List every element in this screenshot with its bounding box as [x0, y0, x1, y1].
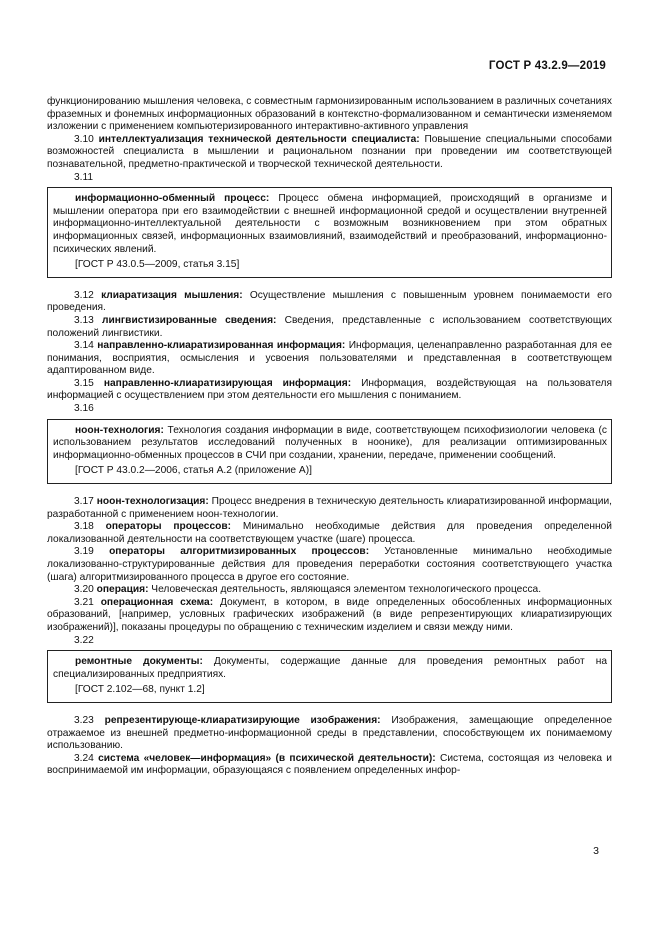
- entry-number: 3.19: [74, 546, 94, 558]
- entry-definition: Сведения, представленные с использованием соответствующих положений лингвистики.: [47, 314, 612, 339]
- entry-definition: Процесс обмена информацией, происходящий в организме и мышлении оператора при его взаимодействии с внешней информационной средой и осуществлении внутренней информационно-интеллектуальной деятельности с возможным возникновением при этом обратных информационных связей, информационных взаимовлияний, взаимодействий и преобразований, информационно-психических явлений.: [53, 193, 608, 255]
- boxed-definition: [53, 425, 607, 463]
- entry-term: операторы алгоритмизированных процессов:: [109, 546, 370, 558]
- entry-number: 3.17: [74, 496, 94, 508]
- entry-definition: Документы, содержащие данные для проведения ремонтных работ на специализированных предприятиях.: [53, 656, 607, 680]
- entry-3-15: [47, 378, 612, 403]
- entry-3-13: [47, 315, 612, 340]
- entry-term: операция:: [96, 584, 149, 596]
- entry-definition: Информация, целенаправленно разработанная для ее понимания, восприятия, осмысления и усвоения пользователями и представленная в соответствующем адаптированном виде.: [47, 340, 612, 377]
- entry-number: 3.11: [74, 171, 94, 183]
- entry-definition: Документ, в котором, в виде определенных обособленных информационных образований, [например, условных графических изображений (в виде репрезентирующих клиаратизирующих изображений)], показаны процедуры по обращению с техническим изделием и связи между ними.: [47, 596, 612, 633]
- entry-term: ноон-технология:: [75, 424, 164, 436]
- entry-term: интеллектуализация технической деятельности специалиста:: [98, 133, 420, 145]
- entry-number: 3.13: [74, 314, 94, 326]
- entry-number: 3.16: [74, 403, 94, 415]
- entry-term: система «человек—информация» (в психической деятельности):: [98, 752, 436, 764]
- entry-number: 3.22: [74, 634, 94, 646]
- intro-paragraph: функционированию мышления человека, с совместным гармонизированным использованием в различных сочетаниях фразeмных и фонемных информационных образований в контекстно-формализованном и семантически изменяемом изложении с применением компьютеризированного интерактивно-активного управления: [47, 96, 612, 133]
- entry-number: 3.18: [74, 521, 94, 533]
- entry-number: 3.21: [74, 596, 94, 608]
- entry-number: 3.24: [74, 752, 94, 764]
- entry-3-24: [47, 753, 612, 778]
- document-header: ГОСТ Р 43.2.9—2019: [488, 60, 606, 72]
- boxed-definition: [53, 193, 607, 256]
- entry-definition: Осуществление мышления с повышенным уровнем понимаемости его проведения.: [47, 289, 612, 314]
- definition-source: [ГОСТ 2.102—68, пункт 1.2]: [75, 684, 205, 696]
- boxed-definition: [53, 656, 607, 681]
- entry-term: ноон-технологизация:: [96, 496, 209, 508]
- entry-number: 3.14: [74, 340, 94, 352]
- definition-source: [ГОСТ Р 43.0.5—2009, статья 3.15]: [75, 259, 240, 271]
- entry-definition: Повышение специальными способами возможностей специалиста в мышлении и рациональном познании при проведении им соответствующей познавательной, предметно-практической и творческой технической деятельности.: [47, 133, 612, 170]
- entry-term: операционная схема:: [100, 596, 214, 608]
- entry-number: 3.20: [74, 584, 94, 596]
- entry-definition: Система, состоящая из человека и воспринимаемой им информации, образующаяся с появлением определенных инфор-: [47, 752, 612, 777]
- definition-box-3-11: [47, 187, 612, 278]
- entry-definition: Человеческая деятельность, являющаяся элементом технологического процесса.: [148, 584, 542, 596]
- entry-term: операторы процессов:: [105, 521, 232, 533]
- entry-definition: Установленные минимально необходимые локализованно-структурированные действия для проведения переработки состояния соответствующего участка (шага) алгоритмизированного процесса в другое его состояние.: [47, 546, 612, 583]
- definition-box-3-22: [47, 650, 612, 703]
- entry-3-12: [47, 290, 612, 315]
- entry-3-18: [47, 521, 612, 546]
- entry-3-10: [47, 134, 612, 172]
- entry-definition: Информация, воздействующая на пользователя информацией с осуществлением при этом деятельности его мышления с пониманием.: [47, 377, 612, 402]
- page-number: 3: [593, 845, 599, 857]
- entry-term: ремонтные документы:: [75, 656, 203, 668]
- entry-3-17: [47, 496, 612, 521]
- entry-term: лингвистизированные сведения:: [102, 314, 277, 326]
- entry-term: направленно-клиаратизирующая информация:: [103, 377, 352, 389]
- entry-3-19: [47, 546, 612, 584]
- document-body: [47, 96, 612, 778]
- entry-definition: Изображения, замещающие определенное отражаемое из внешней предметно-информационной среды в представлении, способствующем их понимаемому использованию.: [47, 714, 612, 752]
- entry-term: клиаратизация мышления:: [101, 289, 243, 301]
- entry-3-21: [47, 597, 612, 635]
- entry-number: 3.15: [74, 377, 94, 389]
- entry-number: 3.10: [74, 133, 94, 145]
- entry-3-14: [47, 340, 612, 378]
- entry-number: 3.23: [74, 714, 94, 726]
- entry-term: репрезентирующе-клиаратизирующие изображения:: [104, 714, 381, 726]
- entry-term: направленно-клиаратизированная информация:: [97, 340, 346, 352]
- definition-source: [ГОСТ Р 43.0.2—2006, статья А.2 (приложение А)]: [75, 465, 312, 477]
- entry-definition: Процесс внедрения в техническую деятельность клиаратизированной информации, разработанной с применением ноон-технологии.: [47, 496, 612, 520]
- entry-definition: Технология создания информации в виде, соответствующем психофизиологии человека (с использованием результатов исследований полученных в ноонике), для реализации оптимизированных информационно-обменных процессов в СЧИ при создании, хранении, передаче, применении сообщений.: [53, 424, 607, 461]
- definition-box-3-16: [47, 419, 612, 484]
- entry-3-23: [47, 715, 612, 753]
- entry-term: информационно-обменный процесс:: [75, 193, 270, 205]
- entry-definition: Минимально необходимые действия для проведения определенной локализованной деятельности на соответствующем участке (шаге) процесса.: [47, 521, 612, 545]
- entry-3-20: [47, 584, 612, 597]
- entry-number: 3.12: [74, 289, 94, 301]
